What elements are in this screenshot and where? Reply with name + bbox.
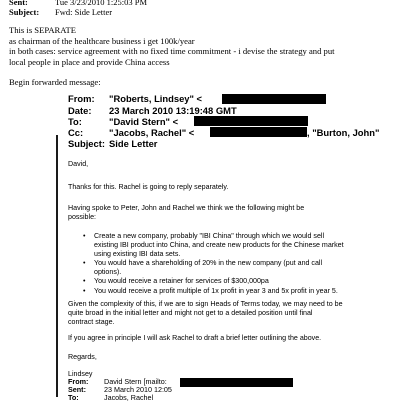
redaction-to — [194, 116, 308, 126]
redaction-cc — [210, 127, 307, 137]
bullet-3-line-1: • You would receive a retainer for services of $300,000pa — [94, 277, 269, 286]
outer-sent-value: Tue 3/23/2010 1:25:03 PM — [55, 0, 148, 7]
fwd-subject-value: Side Letter — [109, 137, 158, 149]
fwd-subject-line — [68, 138, 157, 149]
fwd-cc-value-2: , "Burton, John" — [307, 126, 380, 138]
fwd-cc-line — [68, 127, 194, 138]
bullet-4-line-1: • You would receive a profit multiple of 1x profit in year 3 and 5x profit in year 5. — [94, 286, 338, 295]
intro-line-4: local people in place and provide China access — [9, 56, 170, 67]
intro-line-2: as chairman of the healthcare business i get 100k/year — [9, 35, 195, 46]
bullet-1-line-2: existing IBI product into China, and create new products for the Chinese market — [94, 241, 344, 250]
list-item — [76, 287, 344, 296]
intro-line-1: This is SEPARATE — [9, 25, 77, 35]
quoted-to-line — [68, 394, 153, 403]
fwd-subject-label: Subject: — [68, 137, 105, 149]
fwd-to-value: "David Stern" < — [109, 115, 179, 127]
bullet-2-line-1: • You would have a shareholding of 20% in the new company (put and call — [94, 259, 323, 268]
outer-sent-line — [9, 0, 147, 7]
fwd-from-value: "Roberts, Lindsey" < — [109, 93, 203, 104]
outer-subject-line — [9, 7, 112, 17]
letter-signature: Lindsey — [68, 370, 93, 378]
letter-paragraph-2-line-2: possible: — [68, 213, 96, 221]
outer-sent-label: Sent: — [9, 0, 28, 7]
quoted-to-value: Jacobs, Rachel — [104, 393, 154, 402]
begin-forwarded-label: Begin forwarded message: — [9, 77, 101, 87]
list-item — [76, 232, 344, 259]
letter-paragraph-4: If you agree in principle I will ask Rachel to draft a brief letter outlining the above. — [68, 334, 322, 342]
quoted-sent-value: 23 March 2010 12:05 — [104, 385, 172, 394]
quoted-to-label: To: — [68, 393, 79, 402]
outer-subject-value: Fwd: Side Letter — [55, 7, 113, 17]
bullet-1-line-3: using existing IBI data sets. — [94, 250, 181, 259]
fwd-date-line — [68, 105, 237, 116]
list-item — [76, 259, 344, 277]
quoted-from-value: David Stern [mailto: — [104, 377, 167, 386]
letter-greeting: David, — [68, 160, 89, 168]
fwd-cc-value: "Jacobs, Rachel" < — [109, 126, 195, 138]
quote-bar — [56, 135, 58, 397]
redaction-from — [222, 94, 326, 104]
list-item — [76, 277, 344, 286]
fwd-from-line — [68, 93, 202, 104]
fwd-cc-label: Cc: — [68, 126, 84, 138]
letter-paragraph-3-line-2: quite broad in the initial letter and might not get to a detailed position until final — [68, 309, 313, 317]
letter-paragraph-1: Thanks for this. Rachel is going to reply separately. — [68, 183, 229, 191]
fwd-from-label: From: — [68, 93, 95, 104]
bullet-2-line-2: options). — [94, 268, 122, 277]
letter-paragraph-3-line-1: Given the complexity of this, if we are to sign Heads of Terms today, we may need to be — [68, 300, 343, 308]
intro-line-3: in both cases: service agreement with no fixed time commitment - i devise the strategy and put — [9, 46, 335, 56]
bullet-1-line-1: • Create a new company, probably "IBI China" through which we would sell — [94, 232, 325, 240]
letter-paragraph-2-line-1: Having spoke to Peter, John and Rachel we think we the following might be — [68, 204, 305, 212]
quoted-sent-label: Sent: — [68, 385, 86, 394]
redaction-quoted-from — [180, 378, 293, 387]
letter-closing: Regards, — [68, 353, 97, 361]
bullet-list — [76, 232, 344, 296]
fwd-to-label: To: — [68, 115, 82, 127]
fwd-date-value: 23 March 2010 13:19:48 GMT — [109, 104, 237, 116]
quoted-from-label: From: — [68, 377, 89, 386]
fwd-to-line — [68, 116, 178, 127]
letter-paragraph-3-line-3: contract stage. — [68, 318, 115, 326]
fwd-date-label: Date: — [68, 104, 92, 116]
outer-subject-label: Subject: — [9, 7, 40, 17]
